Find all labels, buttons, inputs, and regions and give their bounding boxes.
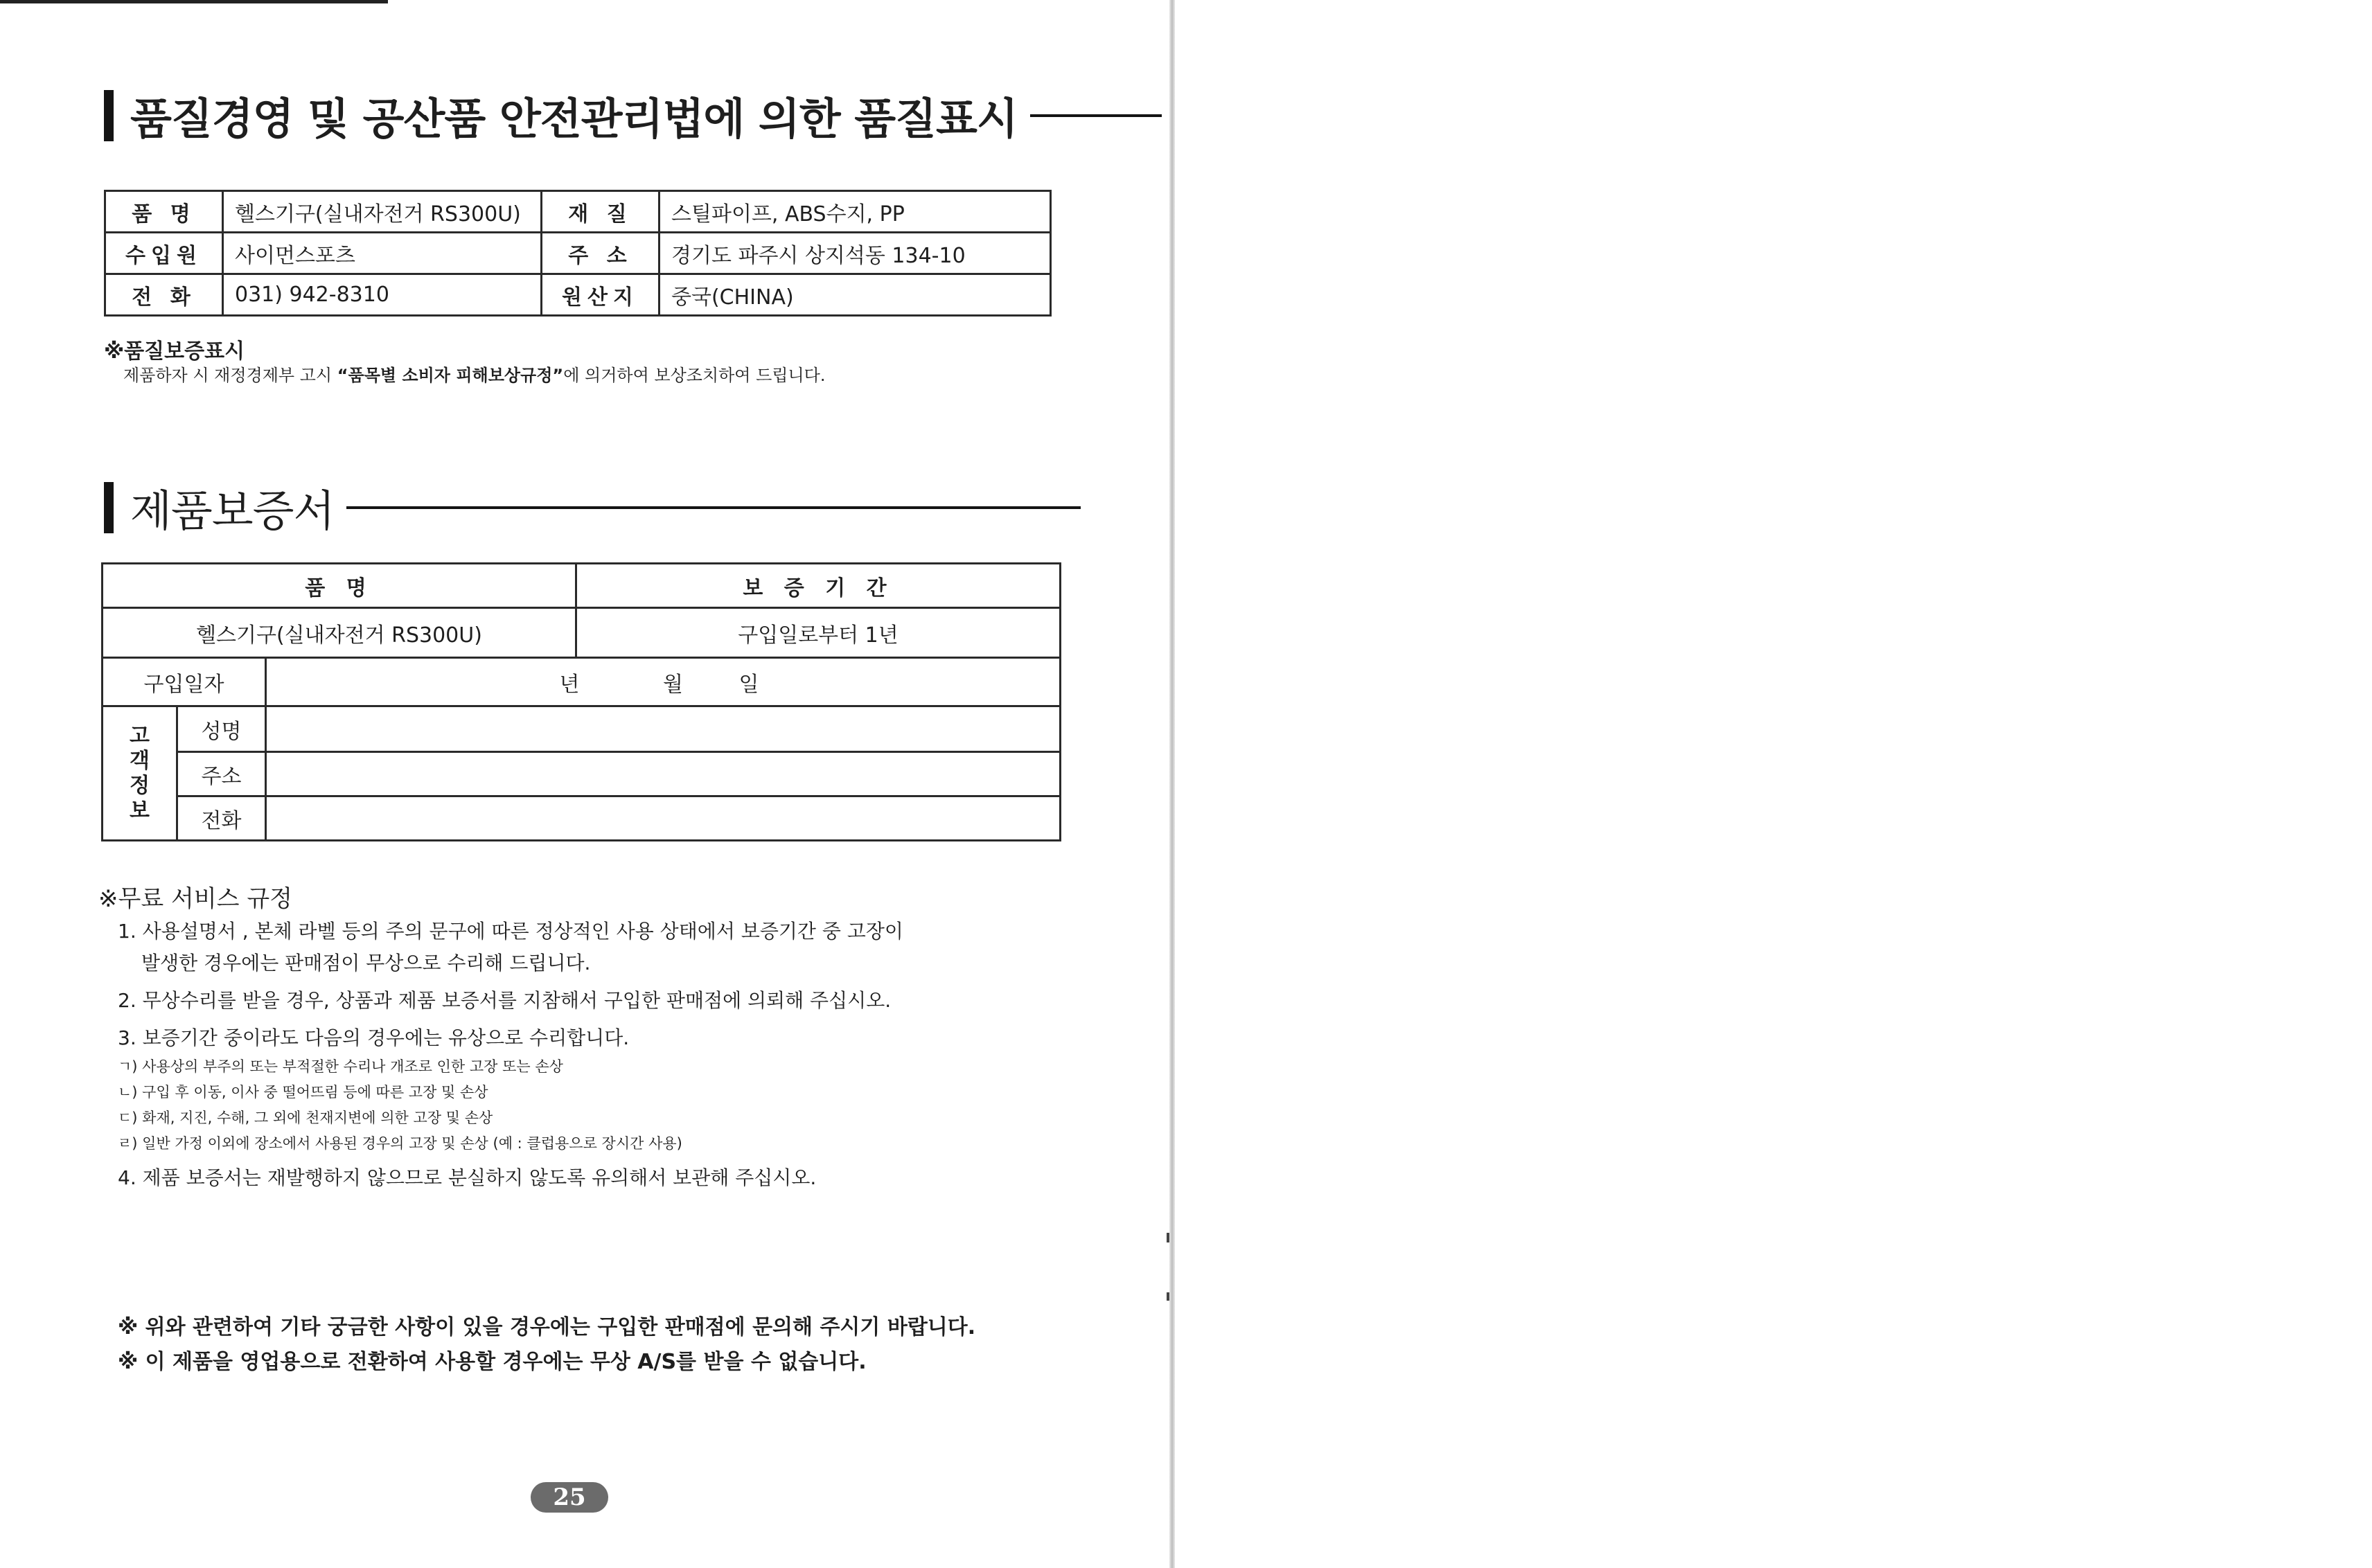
table-row	[105, 274, 1051, 316]
footer-notes	[118, 1310, 975, 1380]
customer-info-label: 고객정보	[103, 706, 177, 841]
purchase-date-field[interactable]	[266, 658, 1061, 706]
rule-3: 3. 보증기간 중이라도 다음의 경우에는 유상으로 수리합니다.	[118, 1026, 630, 1049]
heading-rule	[346, 506, 1081, 509]
purchase-date-label: 구입일자	[103, 658, 266, 706]
rule-3-sub-b: ㄴ) 구입 후 이동, 이사 중 떨어뜨림 등에 따른 고장 및 손상	[118, 1084, 488, 1101]
table-row	[103, 752, 1061, 796]
top-edge-line	[0, 0, 388, 3]
header-product: 품 명	[103, 564, 576, 608]
heading-bar	[104, 482, 114, 533]
scan-mark	[1167, 1292, 1169, 1301]
header-period: 보 증 기 간	[576, 564, 1061, 608]
label-phone: 전 화	[105, 274, 223, 316]
value-origin: 중국(CHINA)	[660, 274, 1051, 316]
label-product: 품 명	[105, 191, 223, 233]
table-row	[103, 796, 1061, 841]
quality-note-pre: 제품하자 시 재정경제부 고시	[123, 366, 337, 385]
rule-3-sub-d: ㄹ) 일반 가정 이외에 장소에서 사용된 경우의 고장 및 손상 (예 : 클럽용으로 장시간 사용)	[118, 1135, 682, 1152]
quality-note-bold: “품목별 소비자 피해보상규정”	[337, 366, 564, 385]
warranty-table-top	[101, 562, 1061, 659]
value-material: 스틸파이프, ABS수지, PP	[660, 191, 1051, 233]
quality-note	[123, 362, 825, 386]
quality-title: 품질경영 및 공산품 안전관리법에 의한 품질표시	[130, 93, 1018, 144]
table-row	[105, 233, 1051, 274]
phone-label: 전화	[177, 796, 266, 841]
warranty-table-bottom	[101, 657, 1061, 841]
table-row	[103, 706, 1061, 752]
month-label: 월	[663, 672, 683, 697]
rule-1b: 발생한 경우에는 판매점이 무상으로 수리해 드립니다.	[141, 952, 591, 974]
warranty-section-heading	[104, 476, 1081, 538]
table-row	[103, 658, 1061, 706]
name-field[interactable]	[266, 706, 1061, 752]
quality-section-heading	[104, 84, 1162, 146]
rule-2: 2. 무상수리를 받을 경우, 상품과 제품 보증서를 지참해서 구입한 판매점에 의뢰해 주십시오.	[118, 989, 892, 1012]
rule-3-sub-a: ㄱ) 사용상의 부주의 또는 부적절한 수리나 개조로 인한 고장 또는 손상	[118, 1058, 563, 1075]
phone-field[interactable]	[266, 796, 1061, 841]
warranty-title: 제품보증서	[130, 485, 335, 536]
rule-3-sub-c: ㄷ) 화재, 지진, 수해, 그 외에 천재지변에 의한 고장 및 손상	[118, 1110, 493, 1126]
value-importer: 사이먼스포츠	[223, 233, 542, 274]
footer-note-1: ※ 위와 관련하여 기타 궁금한 사항이 있을 경우에는 구입한 판매점에 문의해 주시기 바랍니다.	[118, 1315, 976, 1339]
address-label: 주소	[177, 752, 266, 796]
rule-4: 4. 제품 보증서는 재발행하지 않으므로 분실하지 않도록 유의해서 보관해 주십시오.	[118, 1166, 817, 1189]
quality-note-post: 에 의거하여 보상조치하여 드립니다.	[563, 366, 826, 385]
page-gutter	[1169, 0, 1175, 1568]
scan-mark	[1167, 1233, 1169, 1242]
table-row	[105, 191, 1051, 233]
value-product: 헬스기구(실내자전거 RS300U)	[223, 191, 542, 233]
value-phone: 031) 942-8310	[223, 274, 542, 316]
quality-table	[104, 190, 1052, 317]
day-label: 일	[738, 672, 759, 697]
address-field[interactable]	[266, 752, 1061, 796]
label-address: 주 소	[542, 233, 660, 274]
service-title: ※무료 서비스 규정	[98, 885, 293, 913]
label-material: 재 질	[542, 191, 660, 233]
quality-note-title: ※품질보증표시	[104, 339, 245, 364]
warranty-period: 구입일로부터 1년	[576, 608, 1061, 658]
table-row	[103, 608, 1061, 658]
page-number: 25	[531, 1482, 608, 1513]
heading-rule	[1030, 114, 1162, 117]
rule-1a: 1. 사용설명서 , 본체 라벨 등의 주의 문구에 따른 정상적인 사용 상태에서 보증기간 중 고장이	[118, 920, 903, 943]
table-row	[103, 564, 1061, 608]
value-address: 경기도 파주시 상지석동 134-10	[660, 233, 1051, 274]
name-label: 성명	[177, 706, 266, 752]
heading-bar	[104, 90, 114, 141]
footer-note-2: ※ 이 제품을 영업용으로 전환하여 사용할 경우에는 무상 A/S를 받을 수 없습니다.	[118, 1350, 867, 1374]
service-rules	[118, 916, 903, 1194]
warranty-product: 헬스기구(실내자전거 RS300U)	[103, 608, 576, 658]
year-label: 년	[559, 672, 580, 697]
label-origin: 원산지	[542, 274, 660, 316]
label-importer: 수입원	[105, 233, 223, 274]
